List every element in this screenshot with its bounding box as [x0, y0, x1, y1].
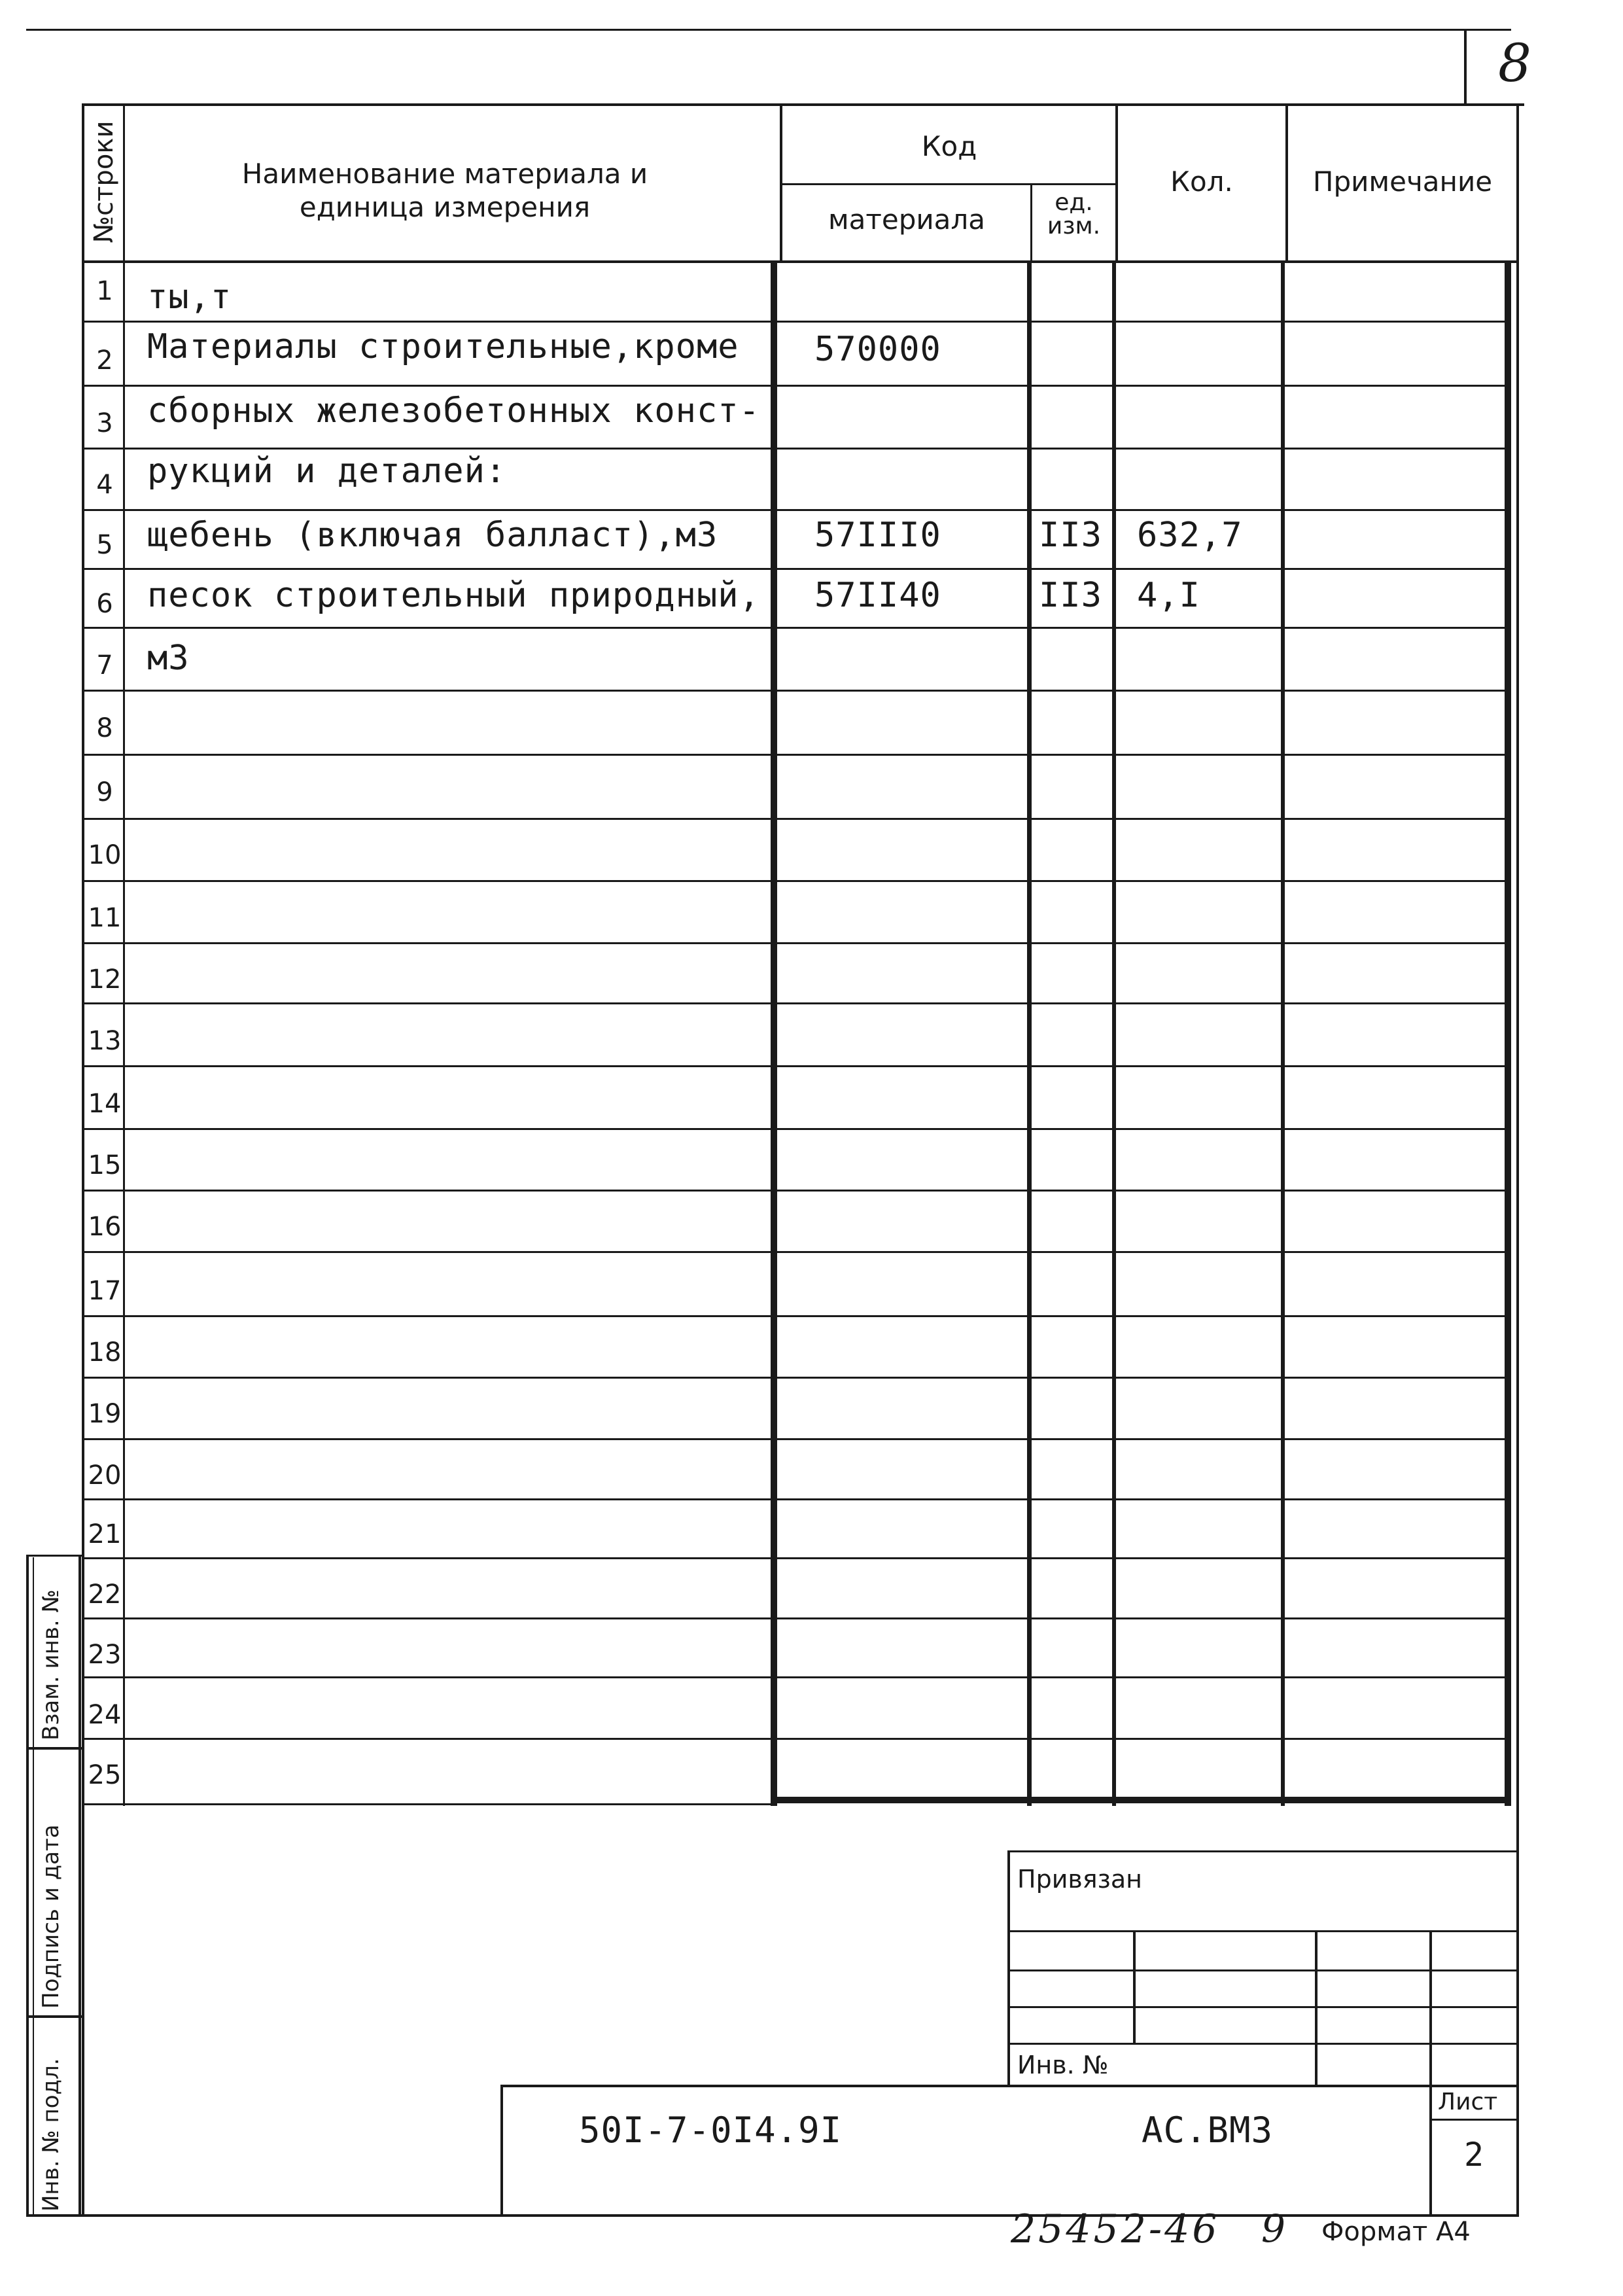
row-line-19 — [82, 1438, 1508, 1440]
row-number: 8 — [96, 713, 113, 743]
quantity: 632,7 — [1137, 516, 1243, 555]
row-line-21 — [82, 1557, 1508, 1559]
side-strip-inner — [33, 1557, 34, 2214]
footer-format: Формат А4 — [1321, 2217, 1471, 2247]
row-line-12 — [82, 1002, 1508, 1004]
row-line-18 — [82, 1377, 1508, 1379]
row-line-4 — [82, 509, 1508, 511]
stamp-sheet-left — [1429, 2085, 1432, 2217]
stamp-privyazan-left — [1007, 1850, 1010, 2086]
row-line-11 — [82, 942, 1508, 944]
material-name: рукций и деталей: — [147, 451, 507, 491]
material-name: песок строительный природный, — [147, 576, 760, 615]
stamp-sheet-number: 2 — [1464, 2136, 1485, 2174]
body-col-code-left — [771, 260, 777, 1806]
row-number: 14 — [88, 1089, 122, 1119]
row-line-24 — [82, 1738, 1508, 1740]
row-number: 7 — [96, 650, 113, 680]
row-number: 23 — [88, 1640, 122, 1670]
row-line-15 — [82, 1190, 1508, 1192]
header-material: материала — [828, 203, 985, 236]
stamp-grid-line-3 — [1007, 2006, 1519, 2008]
row-line-2 — [82, 385, 1508, 387]
stamp-main-left — [500, 2085, 503, 2217]
material-name: сборных железобетонных конст- — [147, 391, 760, 431]
stamp-grid-line-2 — [1007, 1969, 1519, 1971]
row-number: 25 — [88, 1760, 122, 1790]
body-col-qty-left — [1112, 260, 1116, 1806]
footer-handwritten-copy: 9 — [1261, 2206, 1285, 2251]
header-code-split — [780, 183, 1117, 185]
row-line-23 — [82, 1676, 1508, 1678]
row-line-8 — [82, 754, 1508, 756]
stamp-main-top — [500, 2085, 1519, 2087]
row-number: 5 — [96, 530, 113, 560]
body-col-note-left — [1281, 260, 1285, 1806]
header-code: Код — [921, 130, 977, 162]
row-number: 20 — [88, 1460, 122, 1491]
row-number: 10 — [88, 840, 122, 870]
row-number: 22 — [88, 1580, 122, 1610]
row-number: 24 — [88, 1700, 122, 1730]
side-label-vzam-inv: Взам. инв. № — [38, 1589, 64, 1740]
row-number: 9 — [96, 777, 113, 807]
row-number: 21 — [88, 1519, 122, 1549]
row-number: 17 — [88, 1276, 122, 1306]
material-name: ты,т — [147, 277, 232, 317]
row-line-16 — [82, 1251, 1508, 1253]
row-number: 12 — [88, 964, 122, 995]
frame-left — [82, 103, 84, 2217]
stamp-doc-mark: АС.ВМ3 — [1142, 2110, 1274, 2151]
row-line-3 — [82, 448, 1508, 450]
stamp-grid-vline-1 — [1133, 1930, 1136, 2045]
page-number: 8 — [1498, 33, 1531, 94]
row-number: 6 — [96, 589, 113, 619]
material-code: 57II40 — [814, 576, 941, 615]
row-number: 18 — [88, 1337, 122, 1368]
row-line-17 — [82, 1315, 1508, 1317]
row-line-22 — [82, 1617, 1508, 1619]
row-number: 16 — [88, 1212, 122, 1242]
side-label-podpis-data: Подпись и дата — [38, 1824, 64, 2009]
frame-top — [82, 103, 1524, 106]
unit-code: II3 — [1039, 576, 1102, 615]
stamp-grid-line-4 — [1007, 2043, 1519, 2045]
stamp-inv-no-label: Инв. № — [1017, 2051, 1109, 2079]
header-row-no: №строки — [89, 120, 119, 243]
quantity: 4,I — [1137, 576, 1200, 615]
side-label-inv-podl: Инв. № подл. — [38, 2058, 64, 2212]
stamp-doc-code: 50I-7-0I4.9I — [579, 2110, 843, 2151]
material-name: Материалы строительные,кроме — [147, 327, 739, 366]
material-code: 570000 — [814, 330, 941, 369]
row-line-7 — [82, 690, 1508, 692]
header-unit: ед. изм. — [1047, 189, 1101, 239]
header-bottom-line — [82, 260, 1519, 263]
row-number: 15 — [88, 1150, 122, 1180]
material-name: щебень (включая балласт),м3 — [147, 516, 718, 555]
row-number: 2 — [96, 345, 113, 376]
side-strip-sep-1 — [26, 1747, 82, 1750]
row-line-6 — [82, 627, 1508, 629]
row-number: 13 — [88, 1026, 122, 1056]
header-note: Примечание — [1312, 166, 1493, 198]
material-name: м3 — [147, 639, 190, 678]
header-name: Наименование материала и единица измерения — [241, 158, 648, 224]
header-qty: Кол. — [1170, 166, 1233, 198]
side-strip-left — [26, 1555, 29, 2217]
material-code: 57III0 — [814, 516, 941, 555]
row-number: 19 — [88, 1399, 122, 1429]
stamp-grid-line-1 — [1007, 1930, 1519, 1932]
stamp-sheet-label: Лист — [1438, 2089, 1498, 2115]
body-bottom-thin — [82, 1803, 775, 1805]
row-number: 11 — [88, 903, 122, 933]
side-strip-top — [26, 1555, 82, 1557]
page-number-box-left — [1464, 29, 1467, 105]
row-line-14 — [82, 1128, 1508, 1130]
stamp-privyazan-label: Привязан — [1017, 1865, 1142, 1894]
row-line-13 — [82, 1065, 1508, 1067]
top-border-line — [26, 29, 1511, 31]
body-right-thick — [1505, 260, 1511, 1806]
footer-handwritten-number: 25452-46 — [1011, 2206, 1220, 2252]
frame-bottom — [26, 2214, 1519, 2217]
frame-right — [1516, 103, 1519, 2217]
row-line-9 — [82, 818, 1508, 820]
row-line-10 — [82, 880, 1508, 882]
row-line-20 — [82, 1498, 1508, 1500]
unit-code: II3 — [1039, 516, 1102, 555]
row-number: 4 — [96, 470, 113, 500]
side-strip-sep-2 — [26, 2015, 82, 2018]
row-number: 1 — [96, 276, 113, 306]
stamp-grid-vline-3 — [1429, 1930, 1432, 2086]
stamp-privyazan-top — [1007, 1850, 1519, 1852]
stamp-sheet-split — [1429, 2119, 1519, 2121]
stamp-grid-vline-2 — [1315, 1930, 1318, 2086]
row-line-5 — [82, 568, 1508, 570]
body-bottom-thick — [771, 1797, 1511, 1803]
row-number: 3 — [96, 408, 113, 438]
row-line-1 — [82, 321, 1508, 323]
body-col-unit-left — [1027, 260, 1032, 1806]
side-strip-right — [79, 1555, 81, 2217]
